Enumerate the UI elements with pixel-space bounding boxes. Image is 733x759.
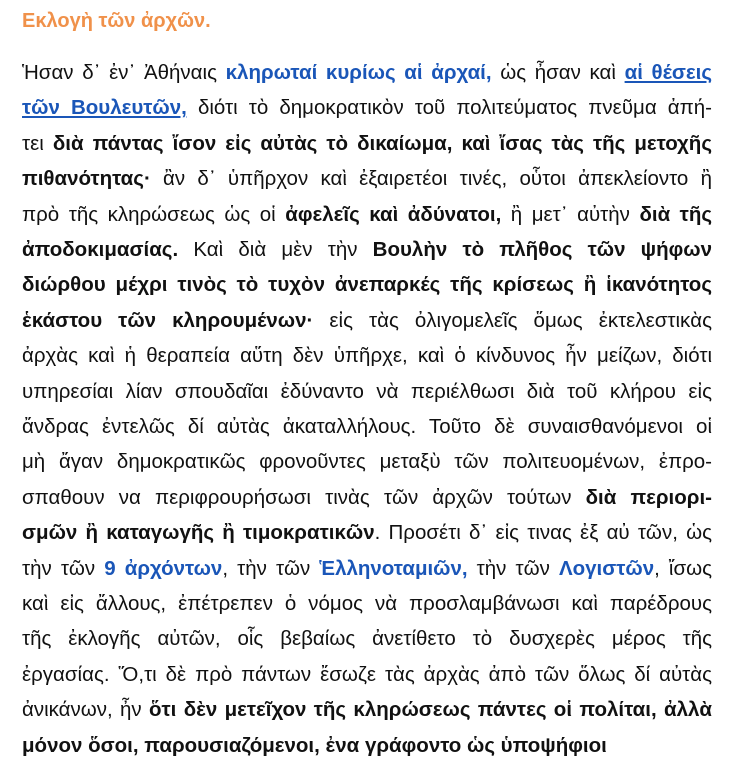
text-line bbox=[22, 485, 712, 511]
text-line bbox=[22, 272, 712, 298]
text-span: τῆς ἐκλογῆς αὐτῶν, οἷς βεβαίως ἀνετίθετο τὸ δυσχερὲς μέρος τῆς bbox=[22, 627, 712, 651]
text-span: εἰς τὰς ὀλιγομελεῖς ὅμως ἐκτελεστικὰς bbox=[313, 308, 712, 332]
bold-text: διὰ περιορι- bbox=[585, 485, 712, 509]
bold-text: ἀποδοκιμασίας. bbox=[22, 238, 179, 261]
bold-text: διὰ πάντας ἴσον εἰς αὐτὰς τὸ δικαίωμα, καὶ ἴσας τὰς τῆς μετοχῆς bbox=[52, 131, 712, 155]
text-span: ἀρχὰς καὶ ἡ θεραπεία αὕτη δὲν ὑπῆρχε, καὶ ὁ κίνδυνος ἦν μείζων, διότι bbox=[22, 344, 712, 368]
highlighted-term: Ἑλληνοταμιῶν, bbox=[319, 556, 468, 580]
bold-text: διώρθου μέχρι τινὸς τὸ τυχὸν ἀνεπαρκές τῆς κρίσεως ἢ ἱκανότητος bbox=[22, 273, 712, 297]
bold-text: σμῶν ἢ καταγωγῆς ἢ τιμοκρατικῶν bbox=[22, 521, 375, 545]
highlighted-term: Λογιστῶν bbox=[558, 556, 655, 580]
text-line bbox=[22, 697, 712, 723]
text-line bbox=[22, 237, 712, 263]
hyperlink[interactable]: τῶν Βουλευτῶν, bbox=[22, 96, 187, 120]
text-span: ὡς ἦσαν καὶ bbox=[491, 61, 625, 84]
text-line bbox=[22, 95, 712, 121]
text-line bbox=[22, 733, 712, 759]
text-line bbox=[22, 60, 712, 86]
section-title: Εκλογὴ τῶν ἀρχῶν. bbox=[22, 10, 211, 32]
text-span: τει bbox=[22, 131, 53, 155]
text-span: διότι τὸ δημοκρατικὸν τοῦ πολιτεύματος πνεῦμα ἀπή- bbox=[186, 96, 712, 120]
text-span: μὴ ἄγαν δημοκρατικῶς φρονοῦντες μεταξὺ τῶν πολιτευομένων, ἐπρο- bbox=[22, 450, 712, 474]
text-line bbox=[22, 131, 712, 157]
text-line bbox=[22, 662, 712, 688]
highlighted-term: 9 ἀρχόντων bbox=[104, 556, 223, 580]
bold-text: ὅτι δὲν μετεῖχον τῆς κληρώσεως πάντες οἱ πολίται, ἀλλὰ bbox=[149, 698, 712, 722]
text-span: ἂν δ᾽ ὑπῆρχον καὶ ἐξαιρετέοι τινές, οὗτοι ἀπεκλείοντο ἢ bbox=[150, 167, 712, 191]
text-line bbox=[22, 166, 712, 192]
text-line bbox=[22, 414, 712, 440]
bold-text: πιθανότητας· bbox=[22, 167, 151, 191]
text-line bbox=[22, 202, 712, 228]
text-line bbox=[22, 308, 712, 334]
bold-text: Βουλὴν τὸ πλῆθος τῶν ψήφων bbox=[372, 238, 712, 261]
text-line bbox=[22, 626, 712, 652]
text-span: , ἴσως bbox=[654, 556, 712, 580]
text-span: σπαθουν να περιφρουρήσωσι τινὰς τῶν ἀρχῶν τούτων bbox=[22, 485, 586, 509]
text-span: ἐργασίας. Ὅ,τι δὲ πρὸ πάντων ἔσωζε τὰς ἀρχὰς ἀπὸ τῶν ὅλως δί αὐτὰς bbox=[22, 662, 712, 686]
text-span: ἄνδρας ἐντελῶς δί αὐτὰς ἀκαταλλήλους. Τοῦτο δὲ συναισθανόμενοι οἱ bbox=[22, 415, 712, 438]
text-line bbox=[22, 343, 712, 369]
text-span: ἀνικάνων, ἦν bbox=[22, 698, 150, 722]
text-span: τὴν τῶν bbox=[22, 556, 105, 580]
text-span: πρὸ τῆς κληρώσεως ὡς οἱ bbox=[22, 202, 286, 226]
highlighted-term: κληρωταί κυρίως αἱ ἀρχαί, bbox=[225, 61, 492, 84]
text-span: . Προσέτι δ᾽ εἰς τινας ἐξ αὐ τῶν, ὡς bbox=[374, 521, 712, 545]
bold-text: ἑκάστου τῶν κληρουμένων· bbox=[22, 308, 314, 332]
bold-text: διὰ τῆς bbox=[639, 202, 712, 226]
text-span: , τὴν τῶν bbox=[222, 556, 320, 580]
text-span: τὴν τῶν bbox=[467, 556, 559, 580]
text-span: ἢ μετ᾽ αὐτὴν bbox=[501, 202, 640, 226]
hyperlink[interactable]: αἱ θέσεις bbox=[624, 61, 712, 84]
text-span: υπηρεσίαι λίαν σπουδαῖαι ἐδύναντο νὰ περιέλθωσι διὰ τοῦ κλήρου εἰς bbox=[22, 379, 712, 403]
bold-text: μόνον ὅσοι, παρουσιαζόμενοι, ἐνα γράφοντο ὡς ὑποψήφιοι bbox=[22, 733, 607, 757]
text-span: καὶ εἰς ἄλλους, ἐπέτρεπεν ὁ νόμος νὰ προσλαμβάνωσι καὶ παρέδρους bbox=[22, 592, 712, 615]
bold-text: ἀφελεῖς καὶ ἀδύνατοι, bbox=[285, 202, 502, 226]
text-line bbox=[22, 520, 712, 546]
text-span: Ἡσαν δ᾽ ἐν᾽ Ἀθήναις bbox=[22, 61, 226, 84]
text-span: Καὶ διὰ μὲν τὴν bbox=[178, 238, 373, 261]
text-line bbox=[22, 591, 712, 617]
text-line bbox=[22, 379, 712, 405]
text-line bbox=[22, 556, 712, 582]
text-line bbox=[22, 449, 712, 475]
